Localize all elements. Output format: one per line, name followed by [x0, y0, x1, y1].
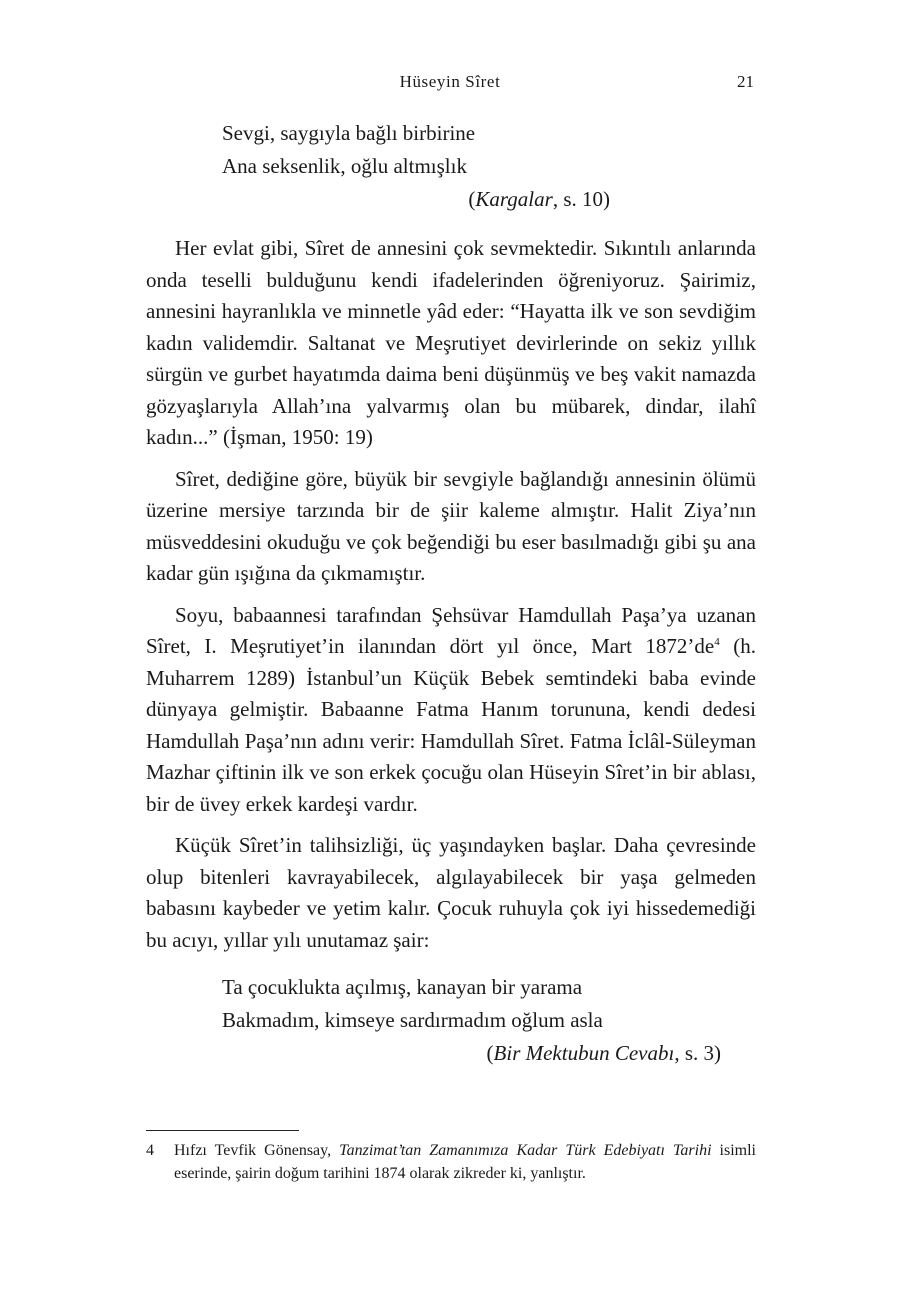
- page-number: 21: [737, 72, 754, 91]
- citation-work-title: Kargalar: [475, 187, 553, 211]
- poem-line: Ana seksenlik, oğlu altmışlık: [222, 154, 467, 178]
- poem-line: Bakmadım, kimseye sardırmadım oğlum asla: [222, 1008, 603, 1032]
- poem-citation: [222, 1037, 721, 1070]
- citation-open: (: [468, 187, 476, 211]
- body-text: [146, 233, 756, 956]
- footnote: [146, 1139, 756, 1185]
- paragraph: Küçük Sîret’in talihsizliği, üç yaşındayken başlar. Daha çevresinde olup bitenleri kavrayabilecek, algılayabilecek bir yaşa gelmeden babasını kaybeder ve yetim kalır. Çocuk ruhuyla çok iyi hissedemediği bu acıyı, yıllar yılı unutamaz şair:: [146, 833, 756, 952]
- paragraph-text: Soyu, babaannesi tarafından Şehsüvar Hamdullah Paşa’ya uzanan Sîret, I. Meşrutiyet’in ilanından dört yıl önce, Mart 1872’de: [146, 602, 756, 658]
- footnote-remainder: isimli eserinde, şairin doğum tarihini 1874 olarak zikreder ki, yanlıştır.: [174, 1142, 756, 1182]
- footnote-work-title: Tanzimat’tan Zamanımıza Kadar Türk Edebiyatı Tarihi: [339, 1142, 712, 1159]
- footnote-reference[interactable]: 4: [714, 636, 720, 648]
- paragraph: Sîret, dediğine göre, büyük bir sevgiyle bağlandığı annesinin ölümü üzerine mersiye tarzında bir de şiir kaleme almıştır. Halit Ziya’nın müsveddesini okuduğu ve çok beğendiği bu eser basılmadığı gibi şu ana kadar gün ışığına da çıkmamıştır.: [146, 466, 756, 585]
- poem-excerpt-kargalar: [222, 117, 610, 216]
- running-header-title: Hüseyin Sîret: [399, 72, 501, 91]
- citation-work-title: Bir Mektubun Cevabı: [493, 1041, 675, 1065]
- poem-line: Sevgi, saygıyla bağlı birbirine: [222, 121, 476, 145]
- paragraph-text: (h. Muharrem 1289) İstanbul’un Küçük Bebek semtindeki baba evinde dünyaya gelmiştir. Babaanne Fatma Hanım torununa, kendi dedesi Hamdullah Paşa’nın adını verir: Hamdullah Sîret. Fatma İclâl-Süleyman Mazhar çiftinin ilk ve son erkek çocuğu olan Hüseyin Sîret’in bir ablası, bir de üvey erkek kardeşi vardır.: [146, 634, 756, 816]
- citation-open: (: [486, 1041, 494, 1065]
- footnote-number: 4: [146, 1142, 154, 1159]
- poem-excerpt-bir-mektubun-cevabi: [222, 971, 721, 1070]
- paragraph: [146, 600, 756, 821]
- poem-citation: [222, 183, 610, 216]
- footnote-author: Hıfzı Tevfik Gönensay,: [174, 1142, 340, 1159]
- citation-page: , s. 10): [552, 187, 610, 211]
- poem-line: Ta çocuklukta açılmış, kanayan bir yarama: [222, 975, 583, 999]
- footnote-text: [174, 1139, 756, 1185]
- citation-page: , s. 3): [674, 1041, 721, 1065]
- paragraph: Her evlat gibi, Sîret de annesini çok sevmektedir. Sıkıntılı anlarında onda teselli bulduğunu kendi ifadelerinden öğreniyoruz. Şairimiz, annesini hayranlıkla ve minnetle yâd eder: “Hayatta ilk ve son sevdiğim kadın validemdir. Saltanat ve Meşrutiyet devirlerinde on sekiz yıllık sürgün ve gurbet hayatımda daima beni düşünmüş ve beş vakit namazda gözyaşlarıyla Allah’ına yalvarmış olan bu mübarek, dindar, ilahî kadın...” (İşman, 1950: 19): [146, 236, 756, 449]
- footnote-divider: [146, 1130, 299, 1131]
